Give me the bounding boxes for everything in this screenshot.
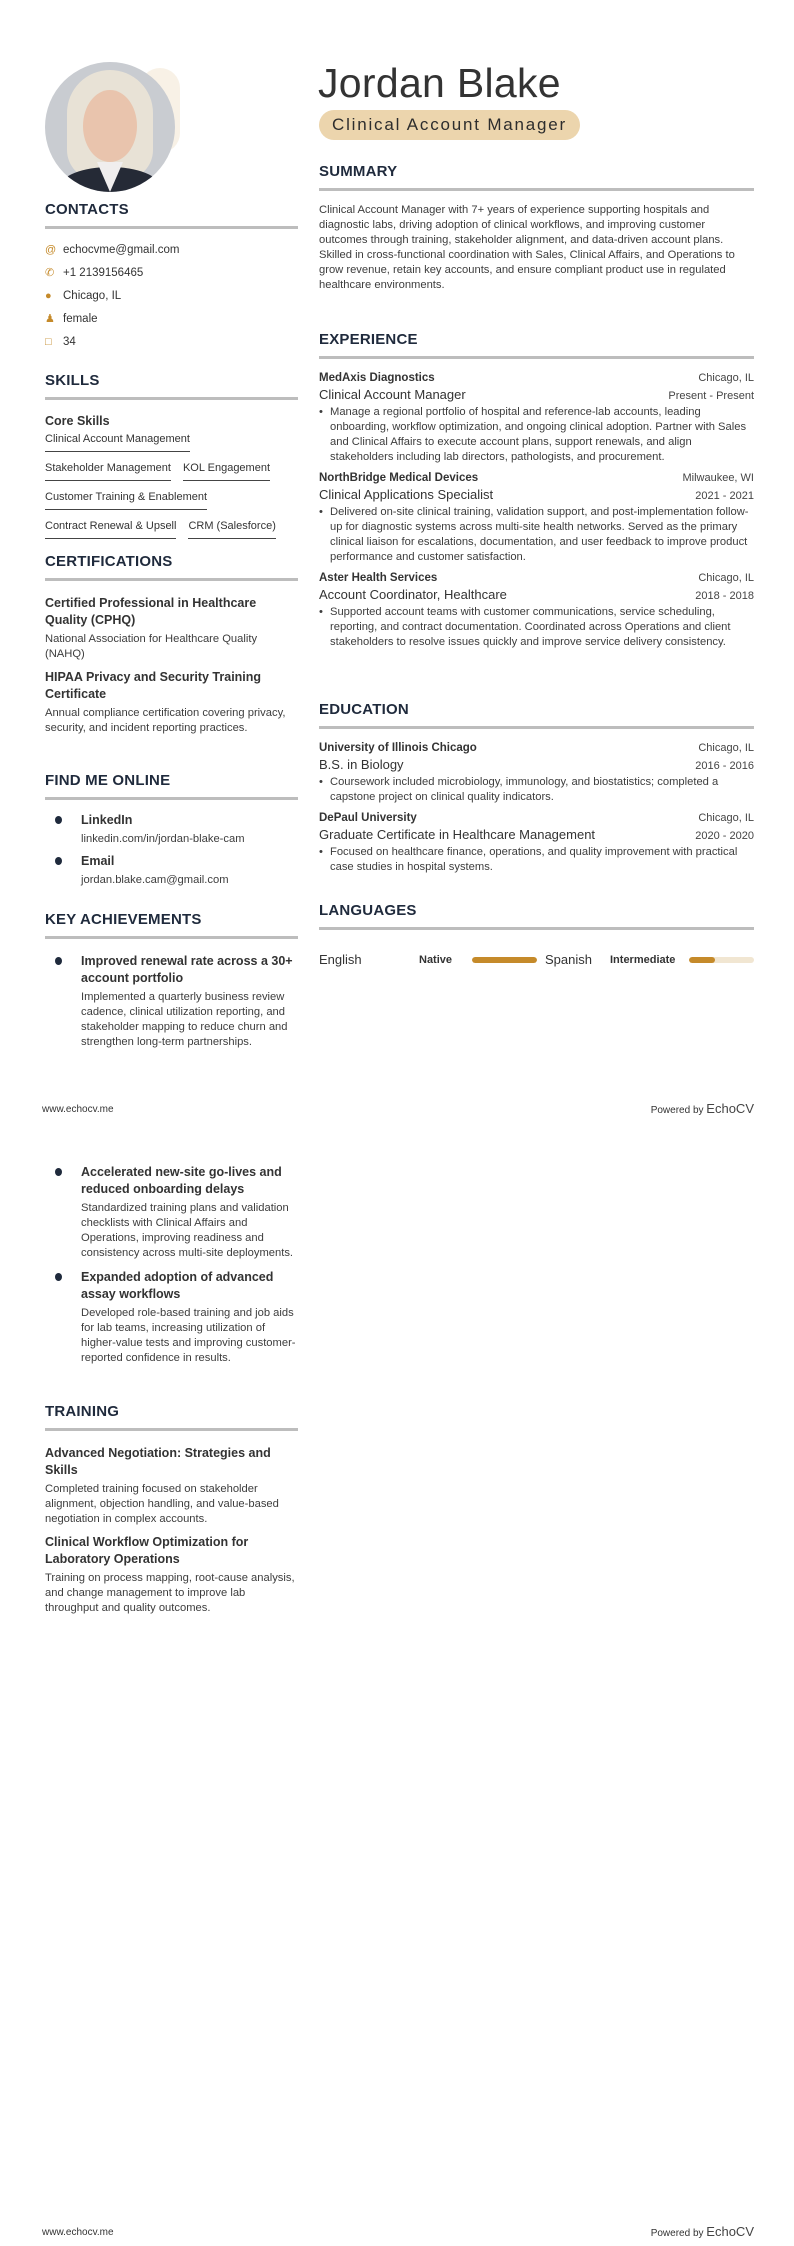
school-location: Chicago, IL [698,812,754,824]
achievement-item [45,1164,298,1261]
education-item: DePaul University Chicago, IL Graduate Certificate in Healthcare Management 2020 - 2020 • Focused on healthcare finance, operations, and quality improvement with practical case studies in hospital systems. [319,812,754,873]
linkedin-link[interactable]: linkedin.com/in/jordan-blake-cam [81,833,245,845]
degree: Graduate Certificate in Healthcare Management [319,827,596,842]
job-role: Account Coordinator, Healthcare [319,587,507,602]
certifications-heading: CERTIFICATIONS [45,553,298,581]
experience-section [319,331,754,650]
achievement-item [45,1269,298,1366]
bullet-icon [55,1168,62,1176]
candidate-name: Jordan Blake [318,60,561,106]
person-icon: ♟ [45,313,55,325]
certification-item [45,595,298,662]
phone-icon: ✆ [45,267,55,279]
company-name: NorthBridge Medical Devices [319,472,479,484]
achievement-title: Accelerated new-site go-lives and reduced onboarding delays [81,1165,282,1196]
skill-tag: Stakeholder Management [45,462,171,481]
certifications-section [45,553,298,736]
summary-paragraph: Skilled in cross-functional coordination with Sales, Clinical Affairs, and Operations to grow revenue, retain key accounts, and ensure compliant product use in regulated healthcare environments. [319,249,735,291]
contacts-heading: CONTACTS [45,201,298,229]
key-achievements-section [45,911,298,1050]
summary-heading: SUMMARY [319,163,754,191]
degree: B.S. in Biology [319,757,404,772]
training-section [45,1403,298,1616]
brand-logo: EchoCV [706,2224,754,2239]
achievement-item [45,953,298,1050]
skill-tag: Contract Renewal & Upsell [45,520,176,539]
job-title-badge: Clinical Account Manager [319,110,580,140]
achievement-desc: Standardized training plans and validation checklists with Clinical Affairs and Operations, improving readiness and consistency across multi-site deployments. [81,1202,294,1259]
contact-text: +1 2139156465 [63,266,144,279]
certification-desc: Annual compliance certification covering privacy, security, and incident reporting practices. [45,707,286,734]
experience-item: Aster Health Services Chicago, IL Account Coordinator, Healthcare 2018 - 2018 • Supported account teams with customer communications, service scheduling, reporting, and contract documentation. Coordinated across Operations and client stakeholders to resolve issues quickly and improve service delivery consistency. [319,572,754,648]
find-me-online-heading: FIND ME ONLINE [45,772,298,800]
languages-section [319,902,754,967]
contact-phone [45,261,298,284]
powered-by-text: Powered by [650,2228,704,2239]
school-name: University of Illinois Chicago [319,742,477,754]
skills-heading: SKILLS [45,372,298,400]
key-achievements-continued [45,1150,298,1366]
contact-gender [45,307,298,330]
education-heading: EDUCATION [319,701,754,729]
experience-item: NorthBridge Medical Devices Milwaukee, WI Clinical Applications Specialist 2021 - 2021 • Delivered on-site clinical training, validation support, and post-implementation follow-up for diagnostic systems across multi-site health networks. Served as the primary clinical liaison for escalations, documentation, and user feedback to improve product performance and customer satisfaction. [319,472,754,563]
training-heading: TRAINING [45,1403,298,1431]
school-name: DePaul University [319,812,417,824]
company-name: Aster Health Services [319,572,438,584]
achievement-title: Expanded adoption of advanced assay workflows [81,1270,274,1301]
job-role: Clinical Account Manager [319,387,466,402]
job-role: Clinical Applications Specialist [319,487,494,502]
footer-powered [651,2224,754,2239]
achievement-title: Improved renewal rate across a 30+ account portfolio [81,954,293,985]
language-item [545,952,754,967]
language-name: Spanish [545,952,592,967]
experience-item: MedAxis Diagnostics Chicago, IL Clinical Account Manager Present - Present • Manage a regional portfolio of hospital and reference-lab accounts, leading onboarding, workflow optimization, and ongoing clinical adoption. Partner with Sales and Clinical Affairs to execute account plans, support renewals, and align stakeholders including lab directors, pathologists, and procurement. [319,372,754,463]
skills-section [45,372,298,549]
job-dates: Present - Present [668,390,754,402]
language-name: English [319,952,362,967]
training-item [45,1445,298,1527]
job-bullet: Delivered on-site clinical training, validation support, and post-implementation follow-up for diagnostic systems across multi-site health networks. Served as the primary clinical liaison for escalations, documentation, and user feedback to improve product performance and customer satisfaction. [330,506,749,563]
contact-text: 34 [63,335,76,348]
bullet-icon [55,957,62,965]
language-level: Native [419,953,453,966]
online-label: Email [81,854,115,868]
training-item [45,1534,298,1616]
education-bullet: Coursework included microbiology, immunology, and biostatistics; completed a capstone project on clinical quality indicators. [330,776,719,803]
footer-powered [651,1101,754,1116]
language-proficiency-bar [689,957,754,963]
online-item-email [45,853,298,888]
certification-desc: National Association for Healthcare Quality (NAHQ) [45,633,258,660]
skill-tag: Customer Training & Enablement [45,491,207,510]
avatar [45,62,175,192]
education-section [319,701,754,875]
training-title: Clinical Workflow Optimization for Laboratory Operations [45,1535,249,1566]
job-bullet: Supported account teams with customer communications, service scheduling, reporting, and contract documentation. Coordinated across Operations and client stakeholders to resolve issues quickly and improve service delivery consistency. [330,606,731,648]
education-dates: 2016 - 2016 [695,760,754,772]
online-label: LinkedIn [81,813,133,827]
contact-text: Chicago, IL [63,289,122,302]
powered-by-text: Powered by [650,1105,704,1116]
summary-section [319,163,754,293]
skills-group-title: Core Skills [45,414,110,428]
skill-tag: CRM (Salesforce) [188,520,275,539]
contact-text: echocvme@gmail.com [63,243,180,256]
bullet-icon [55,857,62,865]
skill-tag: KOL Engagement [183,462,270,481]
skill-tag: Clinical Account Management [45,433,190,452]
education-dates: 2020 - 2020 [695,830,754,842]
education-item: University of Illinois Chicago Chicago, IL B.S. in Biology 2016 - 2016 • Coursework included microbiology, immunology, and biostatistics; completed a capstone project on clinical quality indicators. [319,742,754,803]
footer-site[interactable]: www.echocv.me [42,2227,114,2238]
footer-site[interactable]: www.echocv.me [42,1104,114,1115]
at-icon: @ [45,243,57,256]
achievement-desc: Implemented a quarterly business review cadence, clinical utilization reporting, and stakeholder mapping to reduce churn and strengthen long-term partnerships. [81,991,288,1048]
certification-title: HIPAA Privacy and Security Training Certificate [45,670,262,701]
online-item-linkedin [45,812,298,847]
contact-age [45,330,298,353]
achievement-desc: Developed role-based training and job aids for lab teams, increasing utilization of higher-value tests and improving customer-reported confidence in results. [81,1307,296,1364]
find-me-online-section [45,772,298,888]
company-name: MedAxis Diagnostics [319,372,435,384]
training-title: Advanced Negotiation: Strategies and Skills [45,1446,271,1477]
job-location: Milwaukee, WI [682,472,754,484]
contact-email [45,238,298,261]
contact-location [45,284,298,307]
training-desc: Training on process mapping, root-cause analysis, and change management to improve lab throughput and quality outcomes. [45,1572,295,1614]
language-item [319,952,545,967]
school-location: Chicago, IL [698,742,754,754]
brand-logo: EchoCV [706,1101,754,1116]
job-location: Chicago, IL [698,572,754,584]
contacts-section [45,201,298,353]
job-dates: 2021 - 2021 [695,490,754,502]
key-achievements-heading: KEY ACHIEVEMENTS [45,911,298,939]
certification-item [45,669,298,736]
certification-title: Certified Professional in Healthcare Quality (CPHQ) [45,596,257,627]
languages-heading: LANGUAGES [319,902,754,930]
language-level: Intermediate [610,953,676,966]
location-pin-icon: ● [45,289,52,302]
summary-paragraph: Clinical Account Manager with 7+ years of experience supporting hospitals and diagnostic labs, driving adoption of clinical workflows, and improving customer outcomes through training, stakeholder alignment, and data-driven account plans. [319,204,724,246]
experience-heading: EXPERIENCE [319,331,754,359]
education-bullet: Focused on healthcare finance, operations, and quality improvement with practical case studies in hospital systems. [330,846,738,873]
training-desc: Completed training focused on stakeholder alignment, objection handling, and value-based negotiation in complex accounts. [45,1483,279,1525]
bullet-icon [55,1273,62,1281]
email-link[interactable]: jordan.blake.cam@gmail.com [81,874,229,886]
job-dates: 2018 - 2018 [695,590,754,602]
bullet-icon [55,816,62,824]
language-proficiency-bar [472,957,537,963]
calendar-icon: □ [45,335,52,348]
job-bullet: Manage a regional portfolio of hospital and reference-lab accounts, leading onboarding, workflow optimization, and ongoing clinical adoption. Partner with Sales and Clinical Affairs to execute account plans, support renewals, and align stakeholders including lab directors, pathologists, and procurement. [330,406,747,463]
contact-text: female [63,312,98,325]
job-location: Chicago, IL [698,372,754,384]
